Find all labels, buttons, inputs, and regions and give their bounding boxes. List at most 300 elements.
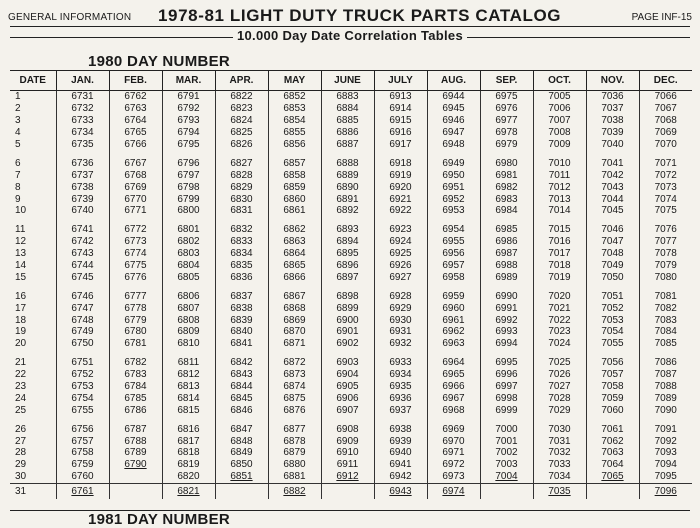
day-number-cell: 6933 (374, 357, 427, 369)
day-number-cell: 6936 (374, 392, 427, 404)
day-number-cell: 6798 (162, 181, 215, 193)
date-cell: 25 (15, 404, 27, 416)
day-number-cell: 6968 (427, 404, 480, 416)
day-number-cell: 6843 (215, 369, 268, 381)
spacer-cell (109, 150, 162, 157)
day-number-cell: 6972 (427, 459, 480, 471)
day-number-cell: 7029 (533, 404, 586, 416)
day-number-cell: 6914 (374, 103, 427, 115)
spacer-cell (374, 217, 427, 224)
day-number-cell: 6829 (215, 181, 268, 193)
date-cell: 26 (15, 423, 27, 435)
day-number-cell: 7004 (480, 471, 533, 483)
date-cell: 4 (15, 127, 21, 139)
spacer-cell (374, 283, 427, 290)
day-number-cell: 6739 (56, 193, 109, 205)
day-number-cell: 6956 (427, 248, 480, 260)
date-cell: 12 (15, 236, 27, 248)
day-number-cell: 6986 (480, 236, 533, 248)
day-number-cell: 6923 (374, 224, 427, 236)
day-number-cell: 6941 (374, 459, 427, 471)
date-cell: 23 (15, 381, 27, 393)
day-number-cell: 6939 (374, 435, 427, 447)
day-number-cell: 6793 (162, 115, 215, 127)
day-number-cell (321, 483, 374, 499)
day-number-cell: 6996 (480, 369, 533, 381)
day-number-cell: 6881 (268, 471, 321, 483)
row-spacer (10, 150, 692, 157)
day-number-cell: 6837 (215, 290, 268, 302)
day-number-cell: 7010 (533, 157, 586, 169)
table-row (10, 205, 692, 217)
day-number-cell: 6767 (109, 157, 162, 169)
day-number-cell: 6860 (268, 193, 321, 205)
day-number-cell: 6974 (427, 483, 480, 499)
day-number-cell: 6748 (56, 314, 109, 326)
day-number-cell: 7043 (586, 181, 639, 193)
table-row (10, 369, 692, 381)
spacer-cell (533, 416, 586, 423)
date-cell: 27 (15, 435, 27, 447)
day-number-cell: 6872 (268, 357, 321, 369)
day-number-cell: 7039 (586, 127, 639, 139)
day-number-cell: 6794 (162, 127, 215, 139)
spacer-cell (56, 217, 109, 224)
day-number-cell: 7000 (480, 423, 533, 435)
day-number-cell: 6784 (109, 381, 162, 393)
spacer-cell (10, 283, 56, 290)
day-number-cell: 6942 (374, 471, 427, 483)
spacer-cell (639, 217, 692, 224)
year-heading-1981: 1981 DAY NUMBER (88, 511, 231, 528)
day-number-cell: 6803 (162, 248, 215, 260)
table-row (10, 236, 692, 248)
day-number-cell: 6910 (321, 447, 374, 459)
spacer-cell (268, 416, 321, 423)
day-number-cell: 6999 (480, 404, 533, 416)
day-number-cell: 7067 (639, 103, 692, 115)
day-number-cell: 6987 (480, 248, 533, 260)
spacer-cell (533, 350, 586, 357)
date-cell: 8 (15, 181, 21, 193)
day-number-cell: 7088 (639, 381, 692, 393)
day-number-cell: 6920 (374, 181, 427, 193)
column-header-date: DATE (10, 71, 56, 91)
day-number-cell: 6934 (374, 369, 427, 381)
day-number-cell: 6954 (427, 224, 480, 236)
day-number-cell: 6857 (268, 157, 321, 169)
day-number-cell: 6894 (321, 236, 374, 248)
spacer-cell (321, 350, 374, 357)
day-number-cell: 6864 (268, 248, 321, 260)
day-number-cell: 6828 (215, 169, 268, 181)
day-number-cell: 6756 (56, 423, 109, 435)
table-row (10, 483, 692, 499)
day-number-cell: 7005 (533, 91, 586, 103)
spacer-cell (374, 416, 427, 423)
day-number-cell: 6937 (374, 404, 427, 416)
day-number-cell: 7025 (533, 357, 586, 369)
day-number-cell: 6822 (215, 91, 268, 103)
day-number-cell: 6761 (56, 483, 109, 499)
spacer-cell (268, 350, 321, 357)
day-number-cell: 6892 (321, 205, 374, 217)
day-number-cell: 6814 (162, 392, 215, 404)
day-number-cell: 6879 (268, 447, 321, 459)
day-number-cell: 6818 (162, 447, 215, 459)
table-row (10, 290, 692, 302)
day-number-cell: 6867 (268, 290, 321, 302)
day-number-cell (109, 471, 162, 483)
day-number-cell: 6772 (109, 224, 162, 236)
day-number-cell: 6750 (56, 338, 109, 350)
day-number-cell: 6866 (268, 271, 321, 283)
date-cell: 15 (15, 271, 27, 283)
day-number-cell: 6913 (374, 91, 427, 103)
spacer-cell (162, 283, 215, 290)
table-row (10, 139, 692, 151)
day-number-cell: 6752 (56, 369, 109, 381)
day-number-cell: 7041 (586, 157, 639, 169)
day-number-cell: 6900 (321, 314, 374, 326)
table-row (10, 157, 692, 169)
table-row (10, 115, 692, 127)
column-header-dec: DEC. (639, 71, 692, 91)
date-cell: 24 (15, 392, 27, 404)
day-number-cell: 7017 (533, 248, 586, 260)
day-number-cell: 6928 (374, 290, 427, 302)
day-number-cell: 6925 (374, 248, 427, 260)
spacer-cell (639, 350, 692, 357)
day-number-cell: 6821 (162, 483, 215, 499)
day-number-cell: 6997 (480, 381, 533, 393)
day-number-cell: 6749 (56, 326, 109, 338)
day-number-cell: 6787 (109, 423, 162, 435)
day-number-cell: 6876 (268, 404, 321, 416)
day-number-cell: 6789 (109, 447, 162, 459)
spacer-cell (586, 350, 639, 357)
day-number-cell: 6882 (268, 483, 321, 499)
page-number: PAGE INF-15 (631, 12, 692, 23)
day-number-cell: 6790 (109, 459, 162, 471)
day-number-cell: 6844 (215, 381, 268, 393)
day-number-cell: 6827 (215, 157, 268, 169)
day-number-cell: 6903 (321, 357, 374, 369)
section-title: 10.000 Day Date Correlation Tables (233, 28, 467, 43)
day-number-cell: 7073 (639, 181, 692, 193)
day-number-cell: 7064 (586, 459, 639, 471)
day-number-cell: 6907 (321, 404, 374, 416)
date-cell: 11 (15, 224, 26, 236)
spacer-cell (374, 350, 427, 357)
day-number-cell: 6801 (162, 224, 215, 236)
day-number-cell: 6815 (162, 404, 215, 416)
column-header-sep: SEP. (480, 71, 533, 91)
day-number-cell: 6842 (215, 357, 268, 369)
day-number-cell: 6958 (427, 271, 480, 283)
day-number-cell: 7053 (586, 314, 639, 326)
day-number-cell: 6778 (109, 302, 162, 314)
day-number-cell: 6926 (374, 260, 427, 272)
day-number-cell: 7082 (639, 302, 692, 314)
spacer-cell (374, 150, 427, 157)
day-number-cell: 7021 (533, 302, 586, 314)
spacer-cell (533, 150, 586, 157)
day-number-cell: 7036 (586, 91, 639, 103)
day-number-cell: 7002 (480, 447, 533, 459)
day-number-cell: 6888 (321, 157, 374, 169)
spacer-cell (162, 217, 215, 224)
day-number-cell: 6911 (321, 459, 374, 471)
day-number-cell: 6983 (480, 193, 533, 205)
date-cell: 20 (15, 338, 27, 350)
day-number-cell: 6995 (480, 357, 533, 369)
day-number-cell: 6863 (268, 236, 321, 248)
day-number-cell: 6985 (480, 224, 533, 236)
day-number-cell: 7003 (480, 459, 533, 471)
column-header-mar: MAR. (162, 71, 215, 91)
day-number-cell: 6731 (56, 91, 109, 103)
spacer-cell (10, 350, 56, 357)
table-row (10, 471, 692, 483)
day-number-cell: 6959 (427, 290, 480, 302)
date-cell: 10 (15, 205, 27, 217)
day-number-cell: 6757 (56, 435, 109, 447)
day-number-cell: 7009 (533, 139, 586, 151)
day-number-cell: 7007 (533, 115, 586, 127)
column-header-nov: NOV. (586, 71, 639, 91)
spacer-cell (427, 350, 480, 357)
date-cell: 30 (15, 471, 27, 483)
day-number-cell: 6762 (109, 91, 162, 103)
day-number-cell: 6990 (480, 290, 533, 302)
day-number-cell: 6781 (109, 338, 162, 350)
day-number-cell: 6733 (56, 115, 109, 127)
day-number-cell: 7087 (639, 369, 692, 381)
day-number-cell: 6946 (427, 115, 480, 127)
spacer-cell (427, 283, 480, 290)
day-number-cell: 6979 (480, 139, 533, 151)
date-cell: 18 (15, 314, 27, 326)
day-number-cell: 6924 (374, 236, 427, 248)
day-number-cell: 6732 (56, 103, 109, 115)
day-number-cell: 6940 (374, 447, 427, 459)
day-number-cell: 6871 (268, 338, 321, 350)
row-spacer (10, 416, 692, 423)
day-number-cell: 7089 (639, 392, 692, 404)
day-number-cell: 7076 (639, 224, 692, 236)
day-number-cell: 6971 (427, 447, 480, 459)
day-number-cell: 7057 (586, 369, 639, 381)
day-number-cell: 6887 (321, 139, 374, 151)
table-row (10, 193, 692, 205)
day-number-cell: 6890 (321, 181, 374, 193)
day-number-cell: 6952 (427, 193, 480, 205)
spacer-cell (321, 283, 374, 290)
day-number-cell: 6780 (109, 326, 162, 338)
day-number-cell: 7096 (639, 483, 692, 499)
day-number-cell: 6765 (109, 127, 162, 139)
spacer-cell (480, 350, 533, 357)
day-number-cell: 6977 (480, 115, 533, 127)
spacer-cell (215, 150, 268, 157)
day-number-cell: 6850 (215, 459, 268, 471)
day-number-cell: 7056 (586, 357, 639, 369)
section-title-wrap (0, 28, 700, 43)
spacer-cell (10, 217, 56, 224)
date-cell: 16 (15, 290, 27, 302)
day-number-cell: 7094 (639, 459, 692, 471)
day-number-cell: 6819 (162, 459, 215, 471)
column-header-apr: APR. (215, 71, 268, 91)
day-number-cell: 6869 (268, 314, 321, 326)
table-row (10, 181, 692, 193)
day-number-cell: 6832 (215, 224, 268, 236)
day-number-cell: 6763 (109, 103, 162, 115)
spacer-cell (162, 350, 215, 357)
spacer-cell (109, 350, 162, 357)
day-number-cell: 6802 (162, 236, 215, 248)
day-number-cell: 6966 (427, 381, 480, 393)
day-number-cell: 6747 (56, 302, 109, 314)
day-number-cell: 6825 (215, 127, 268, 139)
table-row (10, 357, 692, 369)
column-header-aug: AUG. (427, 71, 480, 91)
date-cell: 14 (15, 260, 27, 272)
spacer-cell (427, 150, 480, 157)
day-number-cell: 6775 (109, 260, 162, 272)
spacer-cell (533, 217, 586, 224)
day-number-cell: 7045 (586, 205, 639, 217)
day-number-cell: 6736 (56, 157, 109, 169)
spacer-cell (480, 217, 533, 224)
day-number-cell: 6962 (427, 326, 480, 338)
date-cell: 22 (15, 369, 27, 381)
day-number-cell: 6840 (215, 326, 268, 338)
spacer-cell (162, 416, 215, 423)
day-number-cell: 6846 (215, 404, 268, 416)
day-number-cell: 6835 (215, 260, 268, 272)
day-number-cell: 7075 (639, 205, 692, 217)
day-number-cell: 6855 (268, 127, 321, 139)
day-number-cell: 6916 (374, 127, 427, 139)
day-number-cell: 7019 (533, 271, 586, 283)
spacer-cell (586, 217, 639, 224)
day-number-cell: 6811 (162, 357, 215, 369)
day-number-cell: 7024 (533, 338, 586, 350)
day-number-cell: 6865 (268, 260, 321, 272)
date-cell: 21 (15, 357, 27, 369)
day-number-cell: 6851 (215, 471, 268, 483)
day-number-cell: 6862 (268, 224, 321, 236)
day-number-cell: 6841 (215, 338, 268, 350)
column-header-july: JULY (374, 71, 427, 91)
day-number-cell: 7068 (639, 115, 692, 127)
day-number-cell: 6751 (56, 357, 109, 369)
day-number-cell: 6992 (480, 314, 533, 326)
day-number-cell: 7051 (586, 290, 639, 302)
day-number-cell: 6817 (162, 435, 215, 447)
day-number-cell: 6960 (427, 302, 480, 314)
day-number-cell: 7023 (533, 326, 586, 338)
date-cell: 17 (15, 302, 27, 314)
table-row (10, 91, 692, 103)
day-number-cell: 7011 (533, 169, 586, 181)
date-cell: 31 (10, 483, 56, 499)
day-number-cell: 6853 (268, 103, 321, 115)
day-number-cell: 6978 (480, 127, 533, 139)
day-number-cell: 6976 (480, 103, 533, 115)
spacer-cell (10, 416, 56, 423)
day-number-cell: 6961 (427, 314, 480, 326)
day-number-cell: 6797 (162, 169, 215, 181)
day-number-cell: 7072 (639, 169, 692, 181)
day-number-cell: 6931 (374, 326, 427, 338)
day-number-cell: 6935 (374, 381, 427, 393)
day-number-cell: 6883 (321, 91, 374, 103)
column-header-oct: OCT. (533, 71, 586, 91)
day-number-cell: 6826 (215, 139, 268, 151)
day-number-cell: 7049 (586, 260, 639, 272)
table-row (10, 127, 692, 139)
spacer-cell (215, 217, 268, 224)
header-rule (10, 26, 690, 27)
spacer-cell (321, 416, 374, 423)
day-number-cell: 7080 (639, 271, 692, 283)
day-number-cell: 6792 (162, 103, 215, 115)
spacer-cell (427, 217, 480, 224)
day-number-cell: 7046 (586, 224, 639, 236)
day-number-cell: 7020 (533, 290, 586, 302)
day-number-cell: 6912 (321, 471, 374, 483)
day-number-cell: 6740 (56, 205, 109, 217)
day-number-cell: 7031 (533, 435, 586, 447)
day-number-cell: 6899 (321, 302, 374, 314)
table-row (10, 392, 692, 404)
day-number-cell: 6779 (109, 314, 162, 326)
date-cell: 29 (15, 459, 27, 471)
spacer-cell (533, 283, 586, 290)
day-number-cell: 6889 (321, 169, 374, 181)
day-number-cell: 6919 (374, 169, 427, 181)
day-number-cell: 7015 (533, 224, 586, 236)
table-row (10, 381, 692, 393)
day-number-cell: 6896 (321, 260, 374, 272)
day-number-cell: 6804 (162, 260, 215, 272)
day-number-cell: 6982 (480, 181, 533, 193)
spacer-cell (109, 416, 162, 423)
spacer-cell (56, 283, 109, 290)
day-number-cell: 6868 (268, 302, 321, 314)
column-header-may: MAY (268, 71, 321, 91)
day-number-cell: 6782 (109, 357, 162, 369)
day-number-cell: 7013 (533, 193, 586, 205)
day-number-cell: 7093 (639, 447, 692, 459)
day-number-cell: 6743 (56, 248, 109, 260)
day-number-cell: 7079 (639, 260, 692, 272)
day-number-cell: 7035 (533, 483, 586, 499)
day-number-cell: 7071 (639, 157, 692, 169)
day-number-cell: 6753 (56, 381, 109, 393)
day-number-cell: 6854 (268, 115, 321, 127)
table-row (10, 169, 692, 181)
day-number-cell: 7016 (533, 236, 586, 248)
day-number-cell: 7059 (586, 392, 639, 404)
day-number-cell: 6904 (321, 369, 374, 381)
day-number-cell: 7090 (639, 404, 692, 416)
day-number-cell: 6823 (215, 103, 268, 115)
day-number-cell: 7026 (533, 369, 586, 381)
